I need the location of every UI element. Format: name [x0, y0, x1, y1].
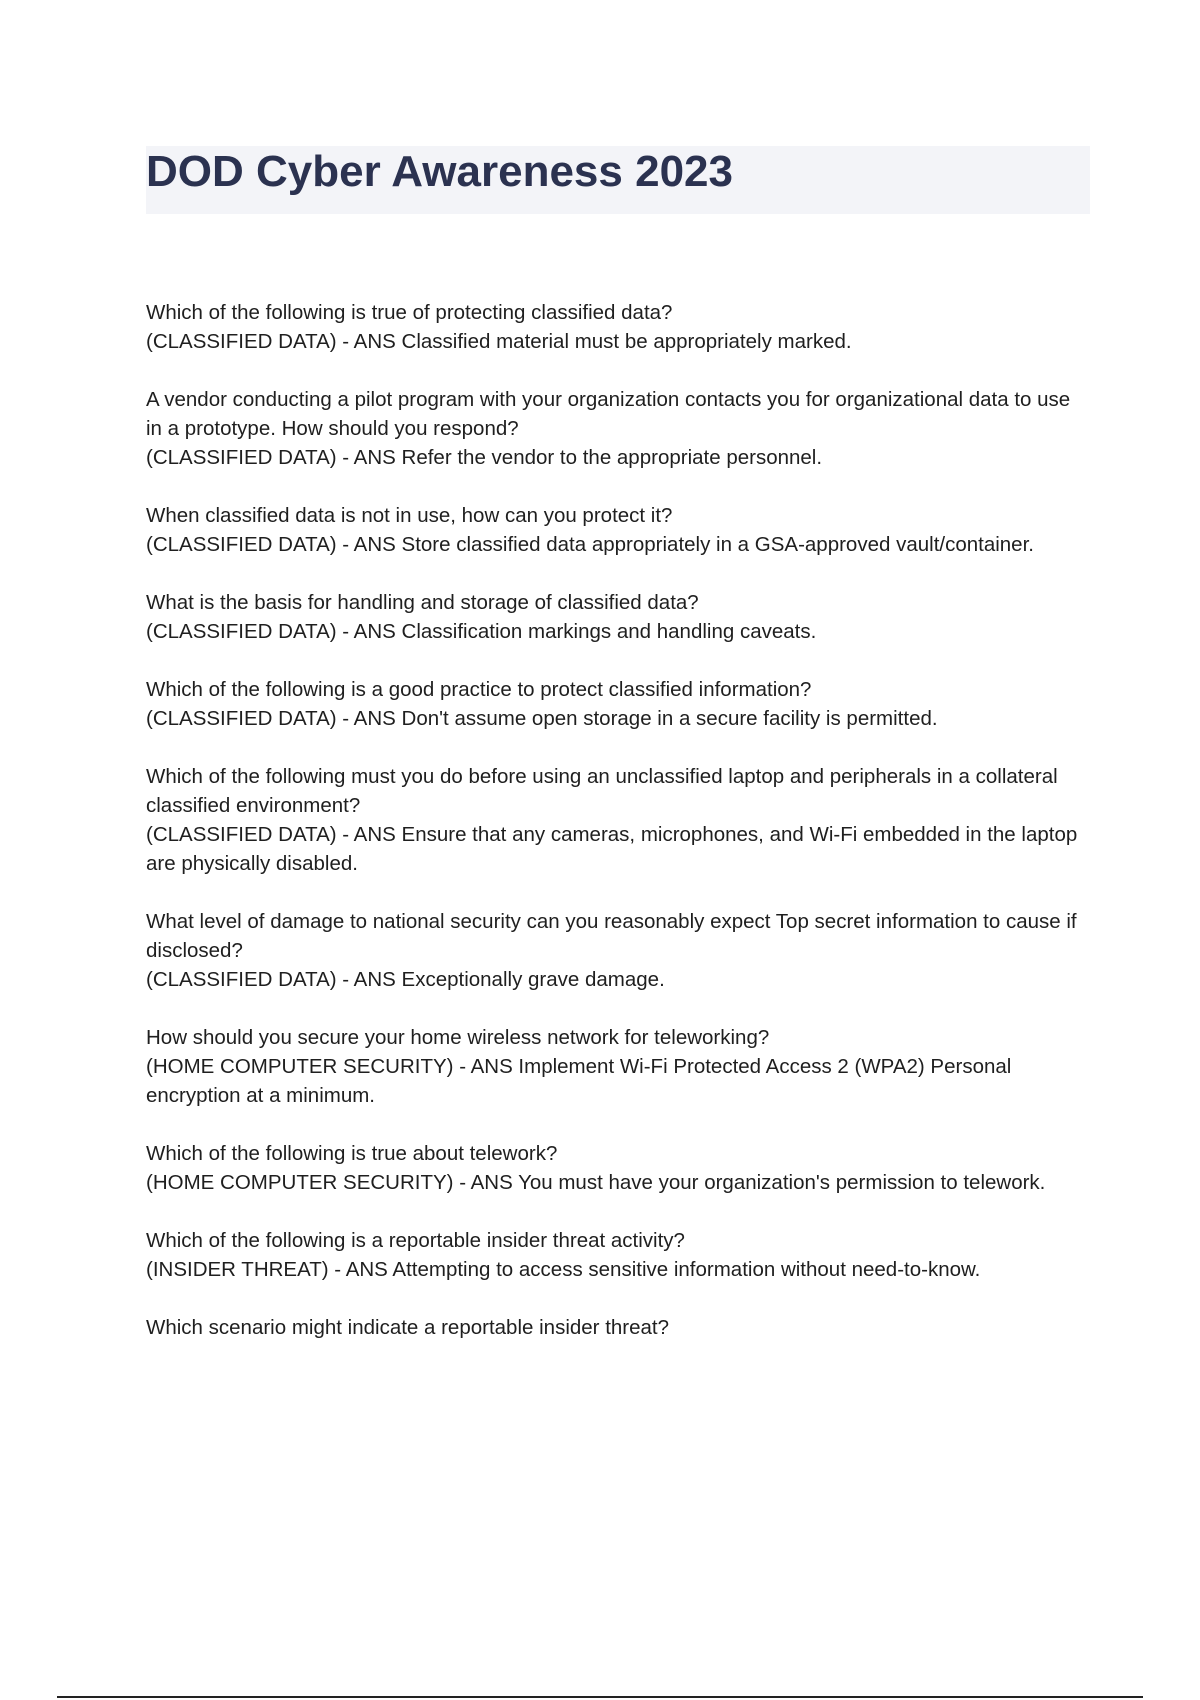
answer-text: (CLASSIFIED DATA) - ANS Classification markings and handling caveats.: [146, 620, 817, 643]
answer-text: (HOME COMPUTER SECURITY) - ANS You must have your organization's permission to telework.: [146, 1171, 1046, 1194]
question-text: Which of the following is true about telework?: [146, 1142, 558, 1165]
page-title: DOD Cyber Awareness 2023: [146, 147, 733, 196]
qa-item: [146, 1023, 1090, 1110]
qa-item: [146, 588, 1090, 646]
answer-text: (CLASSIFIED DATA) - ANS Ensure that any cameras, microphones, and Wi-Fi embedded in the laptop are physically disabled.: [146, 823, 1078, 875]
answer-text: (HOME COMPUTER SECURITY) - ANS Implement Wi-Fi Protected Access 2 (WPA2) Personal encryption at a minimum.: [146, 1055, 1012, 1107]
qa-item: [146, 762, 1090, 878]
question-text: Which of the following is a reportable insider threat activity?: [146, 1229, 685, 1252]
question-text: A vendor conducting a pilot program with your organization contacts you for organizational data to use in a prototype. How should you respond?: [146, 388, 1071, 440]
qa-item: [146, 1313, 1090, 1342]
answer-text: (CLASSIFIED DATA) - ANS Store classified data appropriately in a GSA-approved vault/container.: [146, 533, 1034, 556]
question-text: Which of the following is a good practice to protect classified information?: [146, 678, 812, 701]
answer-text: (CLASSIFIED DATA) - ANS Don't assume open storage in a secure facility is permitted.: [146, 707, 938, 730]
qa-list: [146, 298, 1090, 1371]
footer-divider: [57, 1696, 1143, 1698]
qa-item: [146, 1226, 1090, 1284]
question-text: What is the basis for handling and storage of classified data?: [146, 591, 699, 614]
answer-text: (CLASSIFIED DATA) - ANS Classified material must be appropriately marked.: [146, 330, 852, 353]
question-text: Which of the following is true of protecting classified data?: [146, 301, 673, 324]
question-text: Which scenario might indicate a reportable insider threat?: [146, 1316, 670, 1339]
qa-item: [146, 501, 1090, 559]
qa-item: [146, 385, 1090, 472]
question-text: When classified data is not in use, how can you protect it?: [146, 504, 673, 527]
qa-item: [146, 675, 1090, 733]
answer-text: (CLASSIFIED DATA) - ANS Refer the vendor to the appropriate personnel.: [146, 446, 823, 469]
qa-item: [146, 907, 1090, 994]
question-text: What level of damage to national security can you reasonably expect Top secret information to cause if disclosed?: [146, 910, 1077, 962]
qa-item: [146, 298, 1090, 356]
question-text: Which of the following must you do before using an unclassified laptop and peripherals in a collateral classified environment?: [146, 765, 1058, 817]
answer-text: (CLASSIFIED DATA) - ANS Exceptionally grave damage.: [146, 968, 665, 991]
question-text: How should you secure your home wireless network for teleworking?: [146, 1026, 770, 1049]
answer-text: (INSIDER THREAT) - ANS Attempting to access sensitive information without need-to-know.: [146, 1258, 981, 1281]
qa-item: [146, 1139, 1090, 1197]
